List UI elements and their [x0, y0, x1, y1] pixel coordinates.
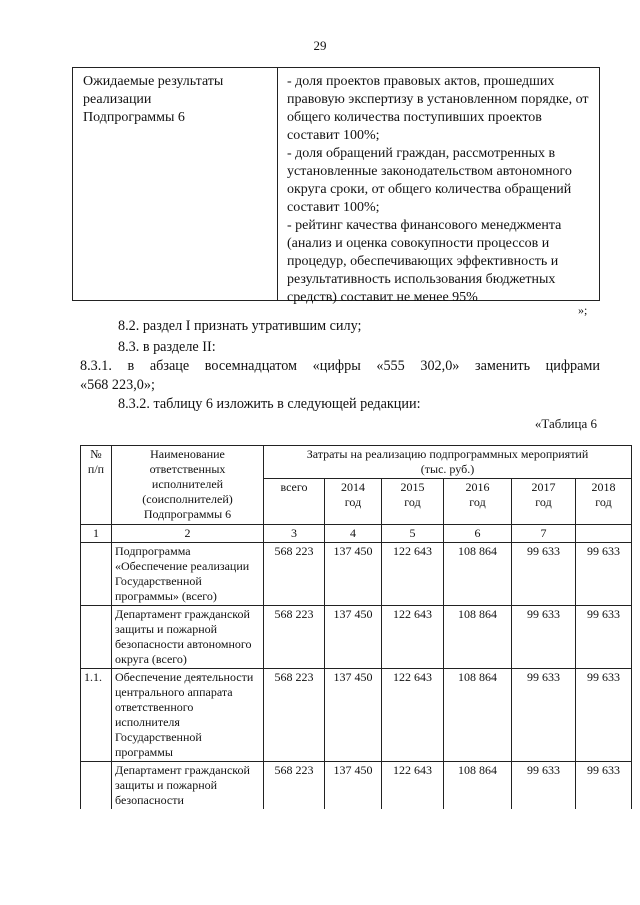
header-2018: 2018 год — [576, 479, 632, 525]
result-item: - доля обращений граждан, рассмотренных в установленные законодательством автономного округа сроки, от общего количества обращений составит 100%; — [287, 146, 572, 215]
table-row — [81, 543, 632, 606]
index-cell: 1 — [81, 525, 112, 543]
value-total: 568 223 — [264, 543, 325, 606]
table-row — [81, 762, 632, 810]
label-line: Ожидаемые результаты — [83, 74, 224, 89]
index-cell: 3 — [264, 525, 325, 543]
paragraph-8-3: 8.3. в разделе II: — [118, 339, 216, 355]
row-name: Подпрограмма «Обеспечение реализации Государственной программы» (всего) — [112, 543, 264, 606]
index-cell: 4 — [325, 525, 382, 543]
header-executor: Наименование ответственных исполнителей (соисполнителей) Подпрограммы 6 — [112, 446, 264, 525]
index-cell: 5 — [382, 525, 444, 543]
costs-table — [80, 445, 632, 809]
row-name: Департамент гражданской защиты и пожарной безопасности — [112, 762, 264, 810]
index-cell: 2 — [112, 525, 264, 543]
table-row — [81, 606, 632, 669]
header-2014: 2014 год — [325, 479, 382, 525]
paragraph-8-3-1-cont: «568 223,0»; — [80, 377, 155, 393]
paragraph-8-3-2: 8.3.2. таблицу 6 изложить в следующей редакции: — [118, 396, 421, 412]
value-2018: 99 633 — [576, 606, 632, 669]
value-2014: 137 450 — [325, 606, 382, 669]
closing-quote: »; — [578, 303, 588, 317]
table-row — [81, 669, 632, 762]
value-total: 568 223 — [264, 606, 325, 669]
label-line: Подпрограммы 6 — [83, 110, 185, 125]
value-2016: 108 864 — [444, 669, 512, 762]
value-total: 568 223 — [264, 762, 325, 810]
index-cell: 6 — [444, 525, 512, 543]
value-2014: 137 450 — [325, 543, 382, 606]
result-item: - рейтинг качества финансового менеджмента (анализ и оценка совокупности процессов и процедур, обеспечивающих эффективность и результативность использования бюджетных средств) составит не менее 95% — [287, 218, 562, 305]
header-costs: Затраты на реализацию подпрограммных мероприятий (тыс. руб.) — [264, 446, 632, 479]
row-num: 1.1. — [81, 669, 112, 762]
value-2018: 99 633 — [576, 543, 632, 606]
value-2017: 99 633 — [512, 762, 576, 810]
value-2016: 108 864 — [444, 543, 512, 606]
value-2017: 99 633 — [512, 669, 576, 762]
column-divider — [277, 68, 278, 300]
row-num — [81, 762, 112, 810]
value-2016: 108 864 — [444, 606, 512, 669]
value-2018: 99 633 — [576, 762, 632, 810]
value-2014: 137 450 — [325, 762, 382, 810]
header-2015: 2015 год — [382, 479, 444, 525]
header-num: № п/п — [81, 446, 112, 525]
value-2014: 137 450 — [325, 669, 382, 762]
value-2015: 122 643 — [382, 669, 444, 762]
value-2016: 108 864 — [444, 762, 512, 810]
expected-results-box — [72, 67, 600, 305]
header-2017: 2017 год — [512, 479, 576, 525]
paragraph-8-2: 8.2. раздел I признать утратившим силу; — [118, 318, 362, 334]
table-caption: «Таблица 6 — [534, 416, 597, 431]
result-item: - доля проектов правовых актов, прошедших правовую экспертизу в установленном порядке, от общего количества поступивших проектов составит 100%; — [287, 74, 589, 143]
value-2017: 99 633 — [512, 543, 576, 606]
row-name: Обеспечение деятельности центрального аппарата ответственного исполнителя Государственной программы — [112, 669, 264, 762]
value-total: 568 223 — [264, 669, 325, 762]
value-2017: 99 633 — [512, 606, 576, 669]
value-2018: 99 633 — [576, 669, 632, 762]
index-cell: 7 — [512, 525, 576, 543]
value-2015: 122 643 — [382, 606, 444, 669]
expected-results-text — [287, 73, 592, 307]
row-name: Департамент гражданской защиты и пожарной безопасности автономного округа (всего) — [112, 606, 264, 669]
paragraph-8-3-1: 8.3.1. в абзаце восемнадцатом «цифры «555 302,0» заменить цифрами — [80, 358, 600, 374]
row-num — [81, 543, 112, 606]
index-cell — [576, 525, 632, 543]
row-num — [81, 606, 112, 669]
header-total: всего — [264, 479, 325, 525]
expected-results-label — [83, 73, 273, 127]
label-line: реализации — [83, 92, 152, 107]
header-2016: 2016 год — [444, 479, 512, 525]
value-2015: 122 643 — [382, 762, 444, 810]
value-2015: 122 643 — [382, 543, 444, 606]
page-number: 29 — [313, 38, 327, 53]
